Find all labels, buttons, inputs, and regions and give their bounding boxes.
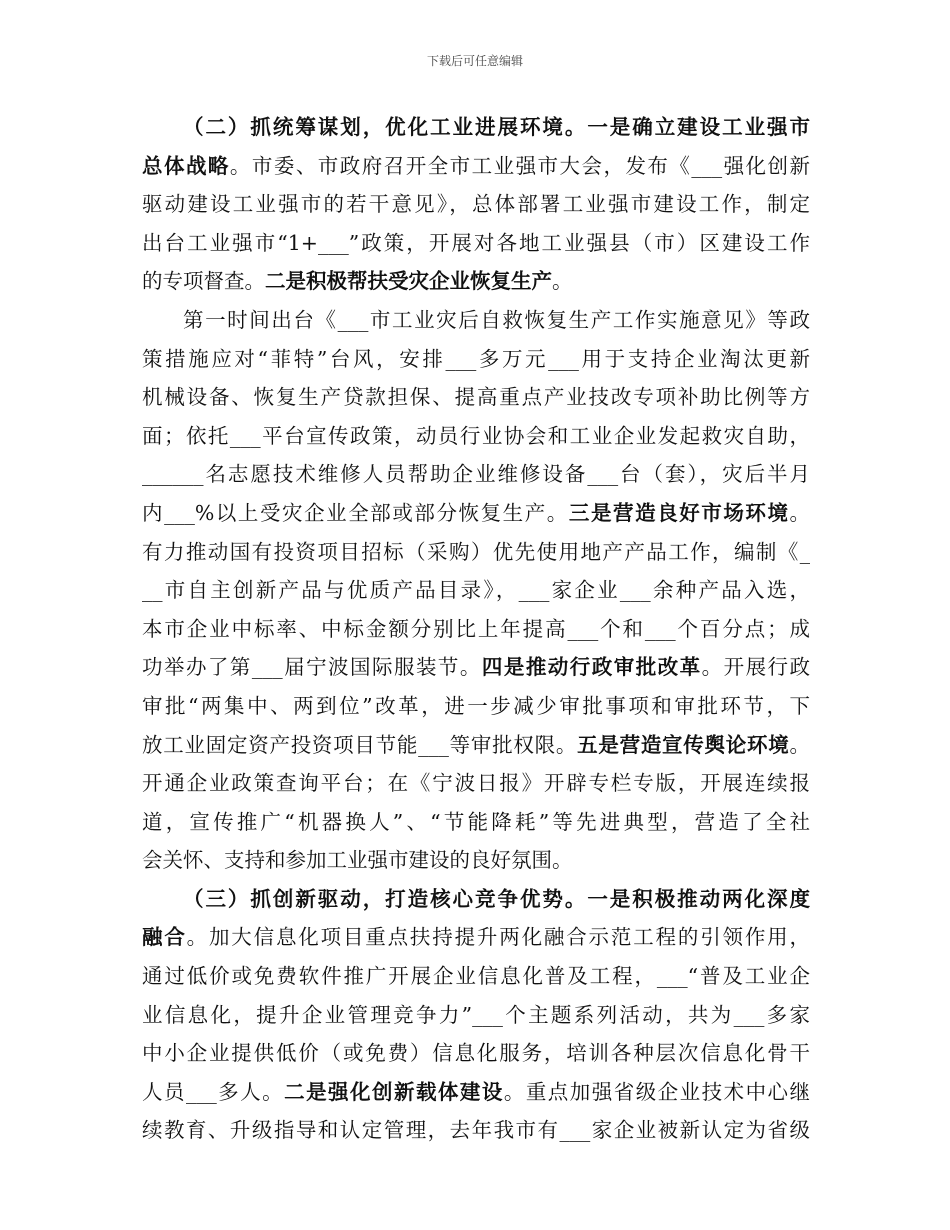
- text-segment: 第一时间出台《___市工业灾后自救恢复生产工作实施意见》等政: [183, 307, 810, 332]
- text-line: [142, 378, 810, 417]
- text-segment: 。重点加强省级企业技术中心继: [503, 1079, 811, 1104]
- text-segment: 驱动建设工业强市的若干意见》，总体部署工业强市建设工作，制定: [142, 192, 810, 217]
- text-segment: 内___%以上受灾企业全部或部分恢复生产。: [142, 500, 569, 525]
- text-segment: 。: [789, 732, 811, 757]
- text-segment: 机械设备、恢复生产贷款担保、提高重点产业技改专项补助比例等方: [142, 385, 810, 410]
- text-line: [142, 1034, 810, 1073]
- text-line: [142, 1073, 810, 1112]
- text-segment: 策措施应对“菲特”台风，安排___多万元___用于支持企业淘汰更新: [142, 346, 810, 371]
- document-body: [142, 108, 810, 1150]
- text-segment: __市自主创新产品与优质产品目录》，___家企业___余种产品入选，: [142, 578, 810, 603]
- text-segment: 审批“两集中、两到位”改革，进一步减少审批事项和审批环节，下: [142, 693, 810, 718]
- bold-text-segment: （二）抓统筹谋划，优化工业进展环境。一是确立建设工业强市: [183, 115, 810, 139]
- bold-text-segment: 三是营造良好市场环境: [568, 500, 790, 525]
- text-segment: 功举办了第___届宁波国际服装节。: [142, 655, 482, 680]
- text-segment: 。: [789, 500, 811, 525]
- text-line: [142, 455, 810, 494]
- text-segment: 开通企业政策查询平台；在《宁波日报》开辟专栏专版，开展连续报: [142, 771, 810, 796]
- text-segment: 人员___多人。: [142, 1079, 285, 1104]
- text-line: [142, 957, 810, 996]
- text-line: [142, 648, 810, 687]
- text-line: [142, 841, 810, 880]
- text-segment: 。市委、市政府召开全市工业强市大会，发布《___强化创新: [229, 153, 811, 178]
- text-line: [142, 726, 810, 765]
- text-segment: 道，宣传推广“机器换人”、“节能降耗”等先进典型，营造了全社: [142, 809, 810, 834]
- text-line: [142, 764, 810, 803]
- text-line: [142, 996, 810, 1035]
- text-segment: 通过低价或免费软件推广开展企业信息化普及工程，___“普及工业企: [142, 964, 810, 989]
- text-line: [142, 918, 810, 957]
- bold-text-segment: （三）抓创新驱动，打造核心竞争优势。一是积极推动两化深度: [183, 886, 810, 911]
- text-line: [142, 340, 810, 379]
- text-segment: 会关怀、支持和参加工业强市建设的良好氛围。: [142, 848, 573, 873]
- text-segment: ______名志愿技术维修人员帮助企业维修设备___台（套），灾后半月: [142, 462, 810, 487]
- bold-text-segment: 四是推动行政审批改革: [481, 655, 702, 680]
- text-line: [142, 224, 810, 263]
- text-line: [142, 301, 810, 340]
- text-line: [142, 108, 810, 147]
- text-segment: 。加大信息化项目重点扶持提升两化融合示范工程的引领作用，: [186, 925, 810, 950]
- text-segment: 面；依托___平台宣传政策，动员行业协会和工业企业发起救灾自助，: [142, 423, 810, 448]
- text-line: [142, 880, 810, 919]
- text-segment: 。开展行政: [701, 655, 811, 680]
- bold-text-segment: 总体战略: [142, 153, 230, 178]
- text-line: [142, 1111, 810, 1150]
- text-segment: 。: [552, 269, 573, 294]
- text-segment: 续教育、升级指导和认定管理，去年我市有___家企业被新认定为省级: [142, 1118, 810, 1143]
- bold-text-segment: 五是营造宣传舆论环境: [577, 732, 790, 757]
- bold-text-segment: 二是积极帮扶受灾企业恢复生产: [265, 269, 552, 294]
- text-line: [142, 610, 810, 649]
- text-line: [142, 185, 810, 224]
- bold-text-segment: 融合: [142, 925, 187, 950]
- text-segment: 本市企业中标率、中标金额分别比上年提高___个和___个百分点；成: [142, 616, 810, 641]
- text-line: [142, 417, 810, 456]
- text-segment: 中小企业提供低价（或免费）信息化服务，培训各种层次信息化骨干: [142, 1041, 810, 1066]
- text-line: [142, 803, 810, 842]
- text-line: [142, 147, 810, 186]
- text-segment: 有力推动国有投资项目招标（采购）优先使用地产产品工作，编制《_: [142, 539, 810, 564]
- page-header: 下载后可任意编辑: [426, 54, 523, 68]
- text-line: [142, 687, 810, 726]
- text-line: [142, 571, 810, 610]
- text-segment: 的专项督查。: [142, 269, 265, 294]
- text-line: [142, 262, 810, 301]
- text-segment: 业信息化，提升企业管理竞争力”___个主题系列活动，共为___多家: [142, 1002, 810, 1027]
- text-segment: 出台工业强市“1+___”政策，开展对各地工业强县（市）区建设工作: [142, 230, 810, 255]
- text-line: [142, 533, 810, 572]
- bold-text-segment: 二是强化创新载体建设: [284, 1079, 504, 1104]
- text-line: [142, 494, 810, 533]
- text-segment: 放工业固定资产投资项目节能___等审批权限。: [142, 732, 578, 757]
